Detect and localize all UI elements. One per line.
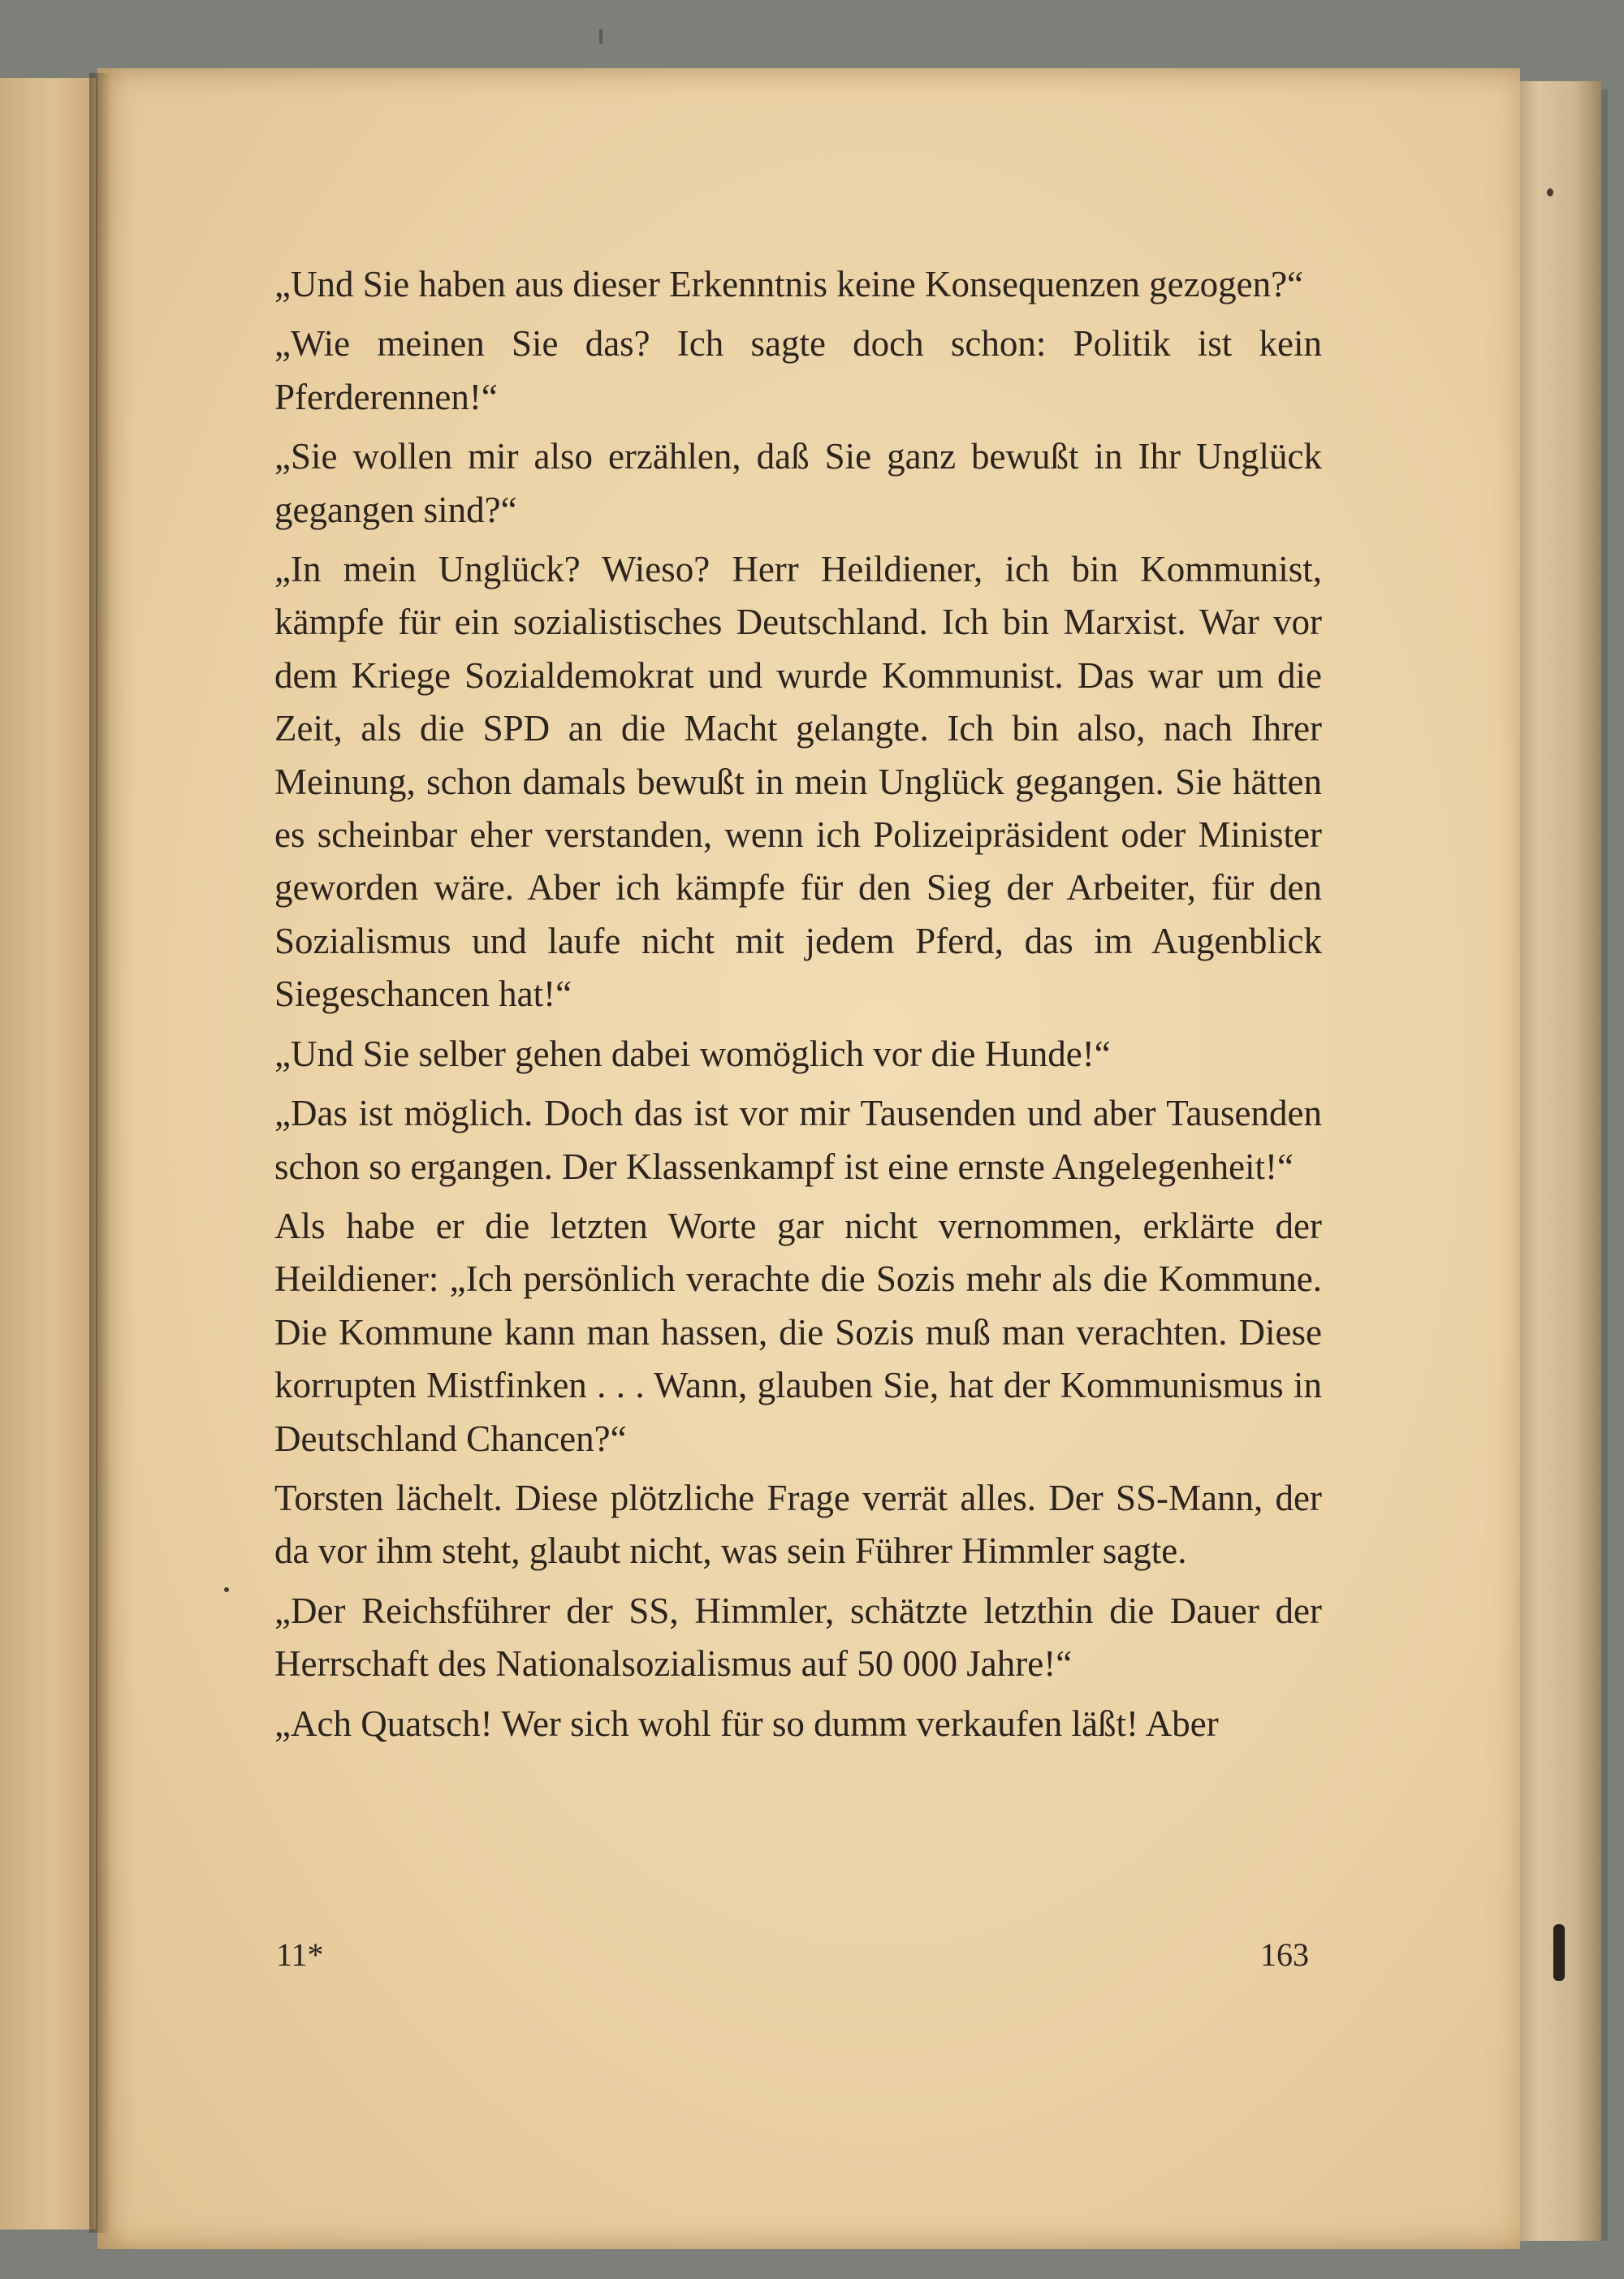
previous-page-edge: [0, 78, 98, 2229]
paragraph: „Und Sie selber gehen dabei womöglich vor die Hunde!“: [274, 1033, 1111, 1074]
paper-speck: [1547, 188, 1553, 196]
paragraph: „Sie wollen mir also erzählen, daß Sie ganz bewußt in Ihr Unglück gegangen sind?“: [274, 436, 1322, 530]
paragraph: Als habe er die letzten Worte gar nicht vernommen, erklärte der Heildiener: „Ich persönlich verachte die Sozis mehr als die Kommune. Die Kommune kann man hassen, die Sozis muß man verachten. Diese korrupten Mistfinken . . . Wann, glauben Sie, hat der Kommunismus in Deutschland Chancen?“: [274, 1205, 1322, 1459]
signature-mark: 11*: [276, 1936, 324, 1973]
paper-speck: [1553, 1924, 1565, 1981]
page-number: 163: [1260, 1936, 1309, 1973]
cover-board-edge: [1510, 81, 1601, 2241]
paragraph: „Ach Quatsch! Wer sich wohl für so dumm verkaufen läßt! Aber: [274, 1703, 1219, 1744]
paragraph: „Wie meinen Sie das? Ich sagte doch schon: Politik ist kein Pferderennen!“: [274, 323, 1322, 417]
paragraph: Torsten lächelt. Diese plötzliche Frage verrät alles. Der SS-Mann, der da vor ihm steht, glaubt nicht, was sein Führer Himmler sagte.: [274, 1477, 1322, 1572]
paragraph: „Das ist möglich. Doch das ist vor mir Tausenden und aber Tausenden schon so ergangen. Der Klassenkampf ist eine ernste Angelegenheit!“: [274, 1093, 1322, 1187]
gutter-shadow: [89, 73, 110, 2233]
body-text: [274, 258, 1322, 1757]
paragraph: „Der Reichsführer der SS, Himmler, schätzte letzthin die Dauer der Herrschaft des Nationalsozialismus auf 50 000 Jahre!“: [274, 1590, 1322, 1685]
paper-speck: [224, 1587, 229, 1592]
paper-speck: [599, 29, 603, 44]
paragraph: „In mein Unglück? Wieso? Herr Heildiener, ich bin Kommunist, kämpfe für ein sozialistisches Deutschland. Ich bin Marxist. War vor dem Kriege Sozialdemokrat und wurde Kommunist. Das war um die Zeit, als die SPD an die Macht gelangte. Ich bin also, nach Ihrer Meinung, schon damals bewußt in mein Unglück gegangen. Sie hätten es scheinbar eher verstanden, wenn ich Polizeipräsident oder Minister geworden wäre. Aber ich kämpfe für den Sieg der Arbeiter, für den Sozialismus und laufe nicht mit jedem Pferd, das im Augenblick Siegeschancen hat!“: [274, 549, 1322, 1015]
paragraph: „Und Sie haben aus dieser Erkenntnis keine Konsequenzen gezogen?“: [274, 264, 1304, 304]
